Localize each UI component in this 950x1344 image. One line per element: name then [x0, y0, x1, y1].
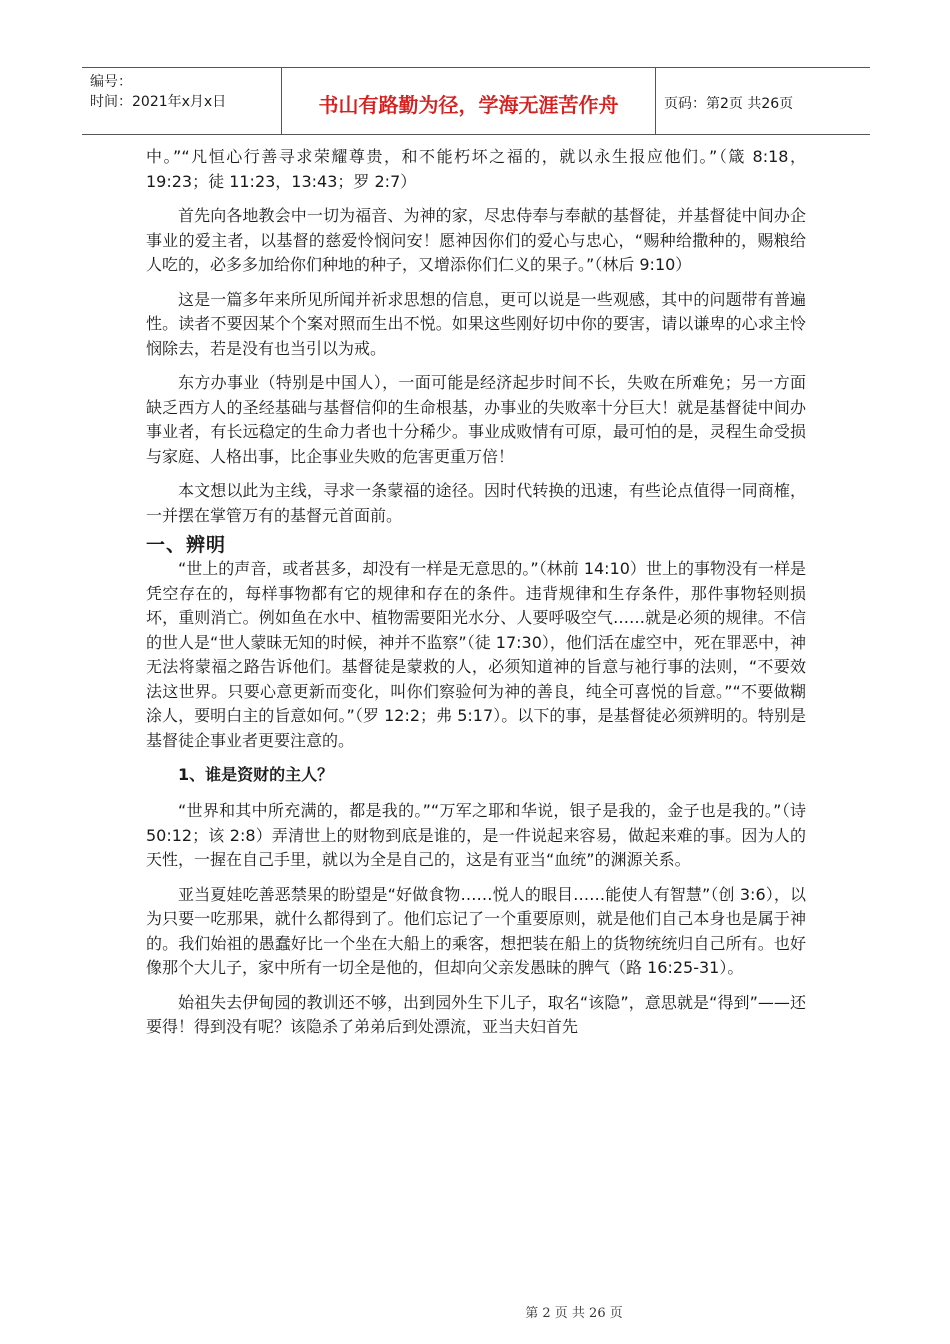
- document-body: [146, 145, 806, 1050]
- section-paragraph: “世上的声音，或者甚多，却没有一样是无意思的。”（林前 14:10）世上的事物没有一样是凭空存在的，每样事物都有它的规律和存在的条件。违背规律和生存条件，那件事物轻则损坏，重则消亡。例如鱼在水中、植物需要阳光水分、人要呼吸空气……就是必须的规律。不信的世人是“世人蒙昧无知的时候，神并不监察”（徒 17:30），他们活在虚空中，死在罪恶中，神无法将蒙福之路告诉他们。基督徒是蒙救的人，必须知道神的旨意与祂行事的法则，“不要效法这世界。只要心意更新而变化，叫你们察验何为神的善良，纯全可喜悦的旨意。”“不要做糊涂人，要明白主的旨意如何。”（罗 12:2；弗 5:17）。以下的事，是基督徒必须辨明的。特别是基督徒企事业者更要注意的。: [146, 559, 806, 750]
- paragraph-continuation: 中。”“凡恒心行善寻求荣耀尊贵，和不能朽坏之福的，就以永生报应他们。”（箴 8:18，19:23；徒 11:23，13:43；罗 2:7）: [146, 147, 806, 191]
- paragraph: 这是一篇多年来所见所闻并祈求思想的信息，更可以说是一些观感，其中的问题带有普遍性。读者不要因某个个案对照而生出不悦。如果这些刚好切中你的要害，请以谦卑的心求主怜悯除去，若是没有也当引以为戒。: [146, 289, 806, 358]
- paragraph: 始祖失去伊甸园的教训还不够，出到园外生下儿子，取名“该隐”，意思就是“得到”——还要得！得到没有呢？该隐杀了弟弟后到处漂流，亚当夫妇首先: [146, 992, 806, 1036]
- page-footer: [0, 1302, 950, 1321]
- header-meta: [82, 68, 282, 134]
- paragraph: 首先向各地教会中一切为福音、为神的家，尽忠侍奉与奉献的基督徒，并基督徒中间办企事业的爱主者，以基督的慈爱怜悯问安！愿神因你们的爱心与忠心，“赐种给撒种的，赐粮给人吃的，必多多加给你们种地的种子，又增添你们仁义的果子。”（林后 9:10）: [146, 206, 806, 274]
- header-page-info: 页码：第2页 共26页: [664, 96, 794, 112]
- header-time-label: 时间：2021年x月x日: [90, 94, 227, 110]
- paragraph: “世界和其中所充满的，都是我的。”“万军之耶和华说，银子是我的，金子也是我的。”（诗 50:12；该 2:8）弄清世上的财物到底是谁的，是一件说起来容易，做起来难的事。因为人的天性，一握在自己手里，就以为全是自己的，这是有亚当“血统”的渊源关系。: [146, 801, 806, 869]
- footer-page-number: 第 2 页 共 26 页: [525, 1306, 623, 1321]
- paragraph: 亚当夏娃吃善恶禁果的盼望是“好做食物……悦人的眼目……能使人有智慧”（创 3:6），以为只要一吃那果，就什么都得到了。他们忘记了一个重要原则，就是他们自己本身也是属于神的。我们始祖的愚蠢好比一个坐在大船上的乘客，想把装在船上的货物统统归自己所有。也好像那个大儿子，家中所有一切全是他的，但却向父亲发愚昧的脾气（路 16:25-31）。: [146, 884, 806, 977]
- section-heading: 一、辨明: [146, 534, 227, 556]
- paragraph: 东方办事业（特别是中国人），一面可能是经济起步时间不长，失败在所难免；另一方面缺乏西方人的圣经基础与基督信仰的生命根基，办事业的失败率十分巨大！就是基督徒中间办事业者，有长远稳定的生命力者也十分稀少。事业成败情有可原，最可怕的是，灵程生命受损与家庭、人格出事，比企事业失败的危害更重万倍！: [146, 373, 806, 466]
- header-motto: 书山有路勤为径，学海无涯苦作舟: [282, 68, 656, 134]
- subsection-heading: 1、谁是资财的主人？: [178, 765, 334, 784]
- page-header: [82, 67, 870, 135]
- header-number-label: 编号：: [90, 74, 132, 90]
- paragraph: 本文想以此为主线，寻求一条蒙福的途径。因时代转换的迅速，有些论点值得一同商榷，一并摆在掌管万有的基督元首面前。: [146, 481, 806, 525]
